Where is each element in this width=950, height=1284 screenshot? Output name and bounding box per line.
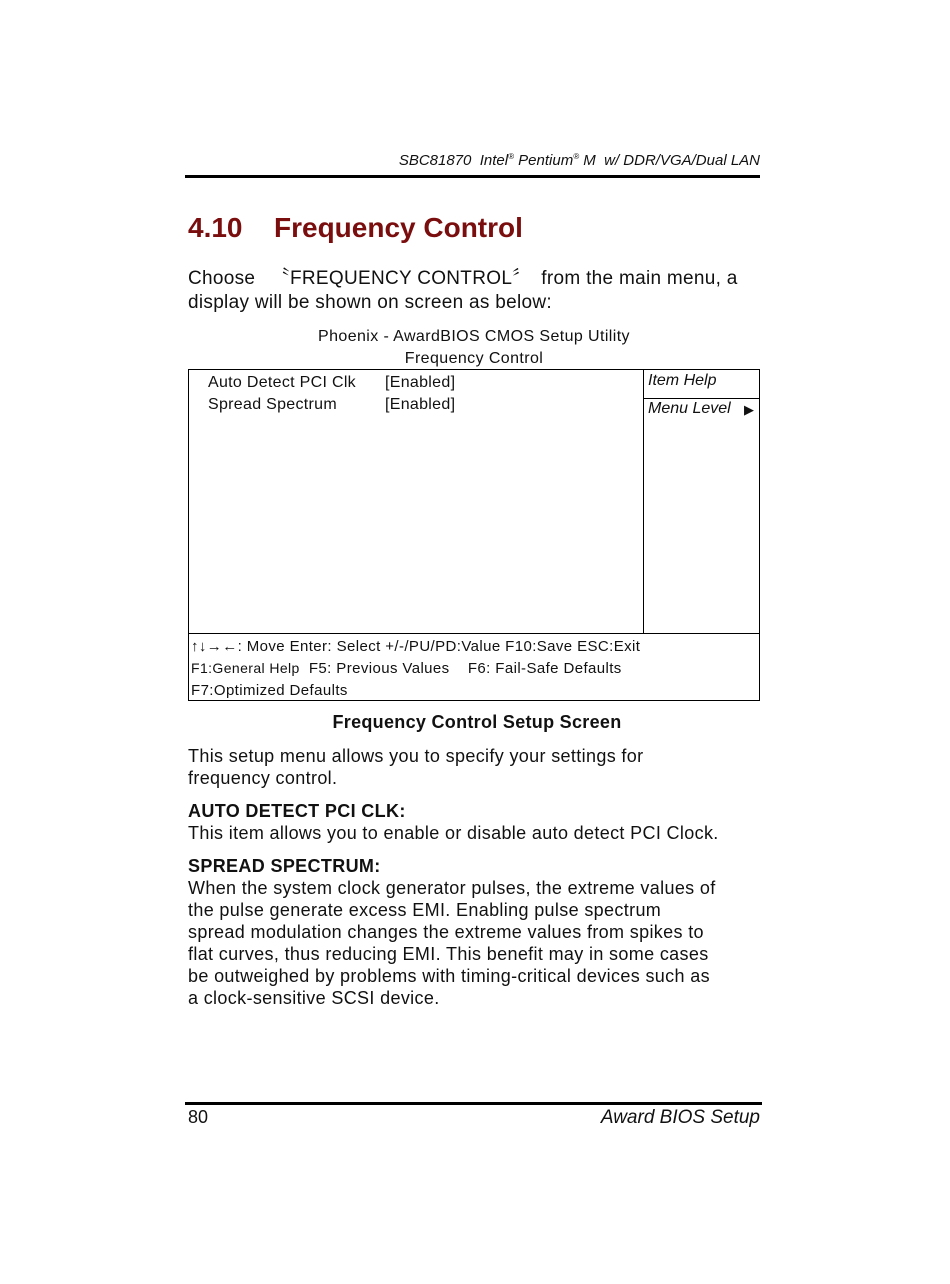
description-paragraph	[188, 745, 788, 789]
spread-spectrum-heading: SPREAD SPECTRUM:	[188, 856, 381, 876]
spread-spectrum-line: When the system clock generator pulses, the extreme values of	[188, 878, 716, 898]
intro-line: Choose 〝FREQUENCY CONTROL〞 from the main menu, a	[188, 268, 738, 289]
spread-spectrum-text	[188, 877, 778, 1009]
spread-spectrum-line: flat curves, thus reducing EMI. This benefit may in some cases	[188, 944, 709, 964]
running-header	[186, 152, 760, 169]
section-heading: Frequency Control	[274, 212, 523, 243]
setting-value: [Enabled]	[385, 396, 456, 413]
section-number: 4.10	[188, 212, 243, 243]
key-legend-line: F7:Optimized Defaults	[191, 682, 348, 699]
registered-mark: ®	[573, 152, 580, 161]
setting-auto-detect-pci-clk	[208, 374, 455, 392]
setting-label: Spread Spectrum	[208, 396, 338, 413]
spread-spectrum-line: be outweighed by problems with timing-critical devices such as	[188, 966, 710, 986]
menu-level-label: Menu Level	[648, 400, 731, 417]
bios-screen-title: Frequency Control	[404, 350, 544, 367]
key-legend-line	[191, 660, 622, 677]
spread-spectrum-line: spread modulation changes the extreme values from spikes to	[188, 922, 704, 942]
header-rule	[185, 175, 760, 178]
auto-detect-heading: AUTO DETECT PCI CLK:	[188, 801, 406, 821]
bios-screen	[188, 369, 760, 701]
setting-value: [Enabled]	[385, 374, 456, 391]
key-f1-general-help: F1:General Help	[191, 660, 300, 676]
cpu-suffix: M	[583, 152, 596, 169]
item-help-panel	[644, 370, 759, 633]
cpu-model: Pentium	[518, 152, 574, 169]
footer-rule	[185, 1102, 762, 1105]
keys-divider	[189, 633, 759, 634]
cpu-brand: Intel	[479, 152, 509, 169]
setting-spread-spectrum	[208, 396, 455, 414]
help-divider	[644, 398, 759, 399]
item-help-title: Item Help	[648, 372, 717, 389]
registered-mark: ®	[508, 152, 514, 161]
key-legend-line: ↑↓→←: Move Enter: Select +/-/PU/PD:Value F10:Save ESC:Exit	[191, 638, 641, 655]
setting-label: Auto Detect PCI Clk	[208, 374, 356, 391]
auto-detect-text: This item allows you to enable or disable auto detect PCI Clock.	[188, 823, 719, 843]
intro-paragraph	[188, 267, 768, 315]
footer-title: Award BIOS Setup	[600, 1107, 760, 1128]
product-features: w/ DDR/VGA/Dual LAN	[604, 152, 760, 169]
description-line: frequency control.	[188, 768, 338, 788]
page-number: 80	[188, 1107, 209, 1127]
bios-settings-panel	[189, 370, 644, 633]
key-legend-rest: F5: Previous Values F6: Fail-Safe Defaults	[299, 660, 622, 677]
figure-caption: Frequency Control Setup Screen	[332, 712, 622, 732]
menu-level	[648, 400, 756, 418]
product-name: SBC81870	[398, 152, 472, 169]
intro-line: display will be shown on screen as below:	[188, 292, 552, 313]
spread-spectrum-line: a clock-sensitive SCSI device.	[188, 988, 440, 1008]
description-line: This setup menu allows you to specify your settings for	[188, 746, 644, 766]
bios-utility-title: Phoenix - AwardBIOS CMOS Setup Utility	[318, 328, 630, 345]
triangle-right-icon: ▶	[744, 402, 754, 417]
spread-spectrum-line: the pulse generate excess EMI. Enabling pulse spectrum	[188, 900, 662, 920]
section-title	[188, 212, 523, 244]
